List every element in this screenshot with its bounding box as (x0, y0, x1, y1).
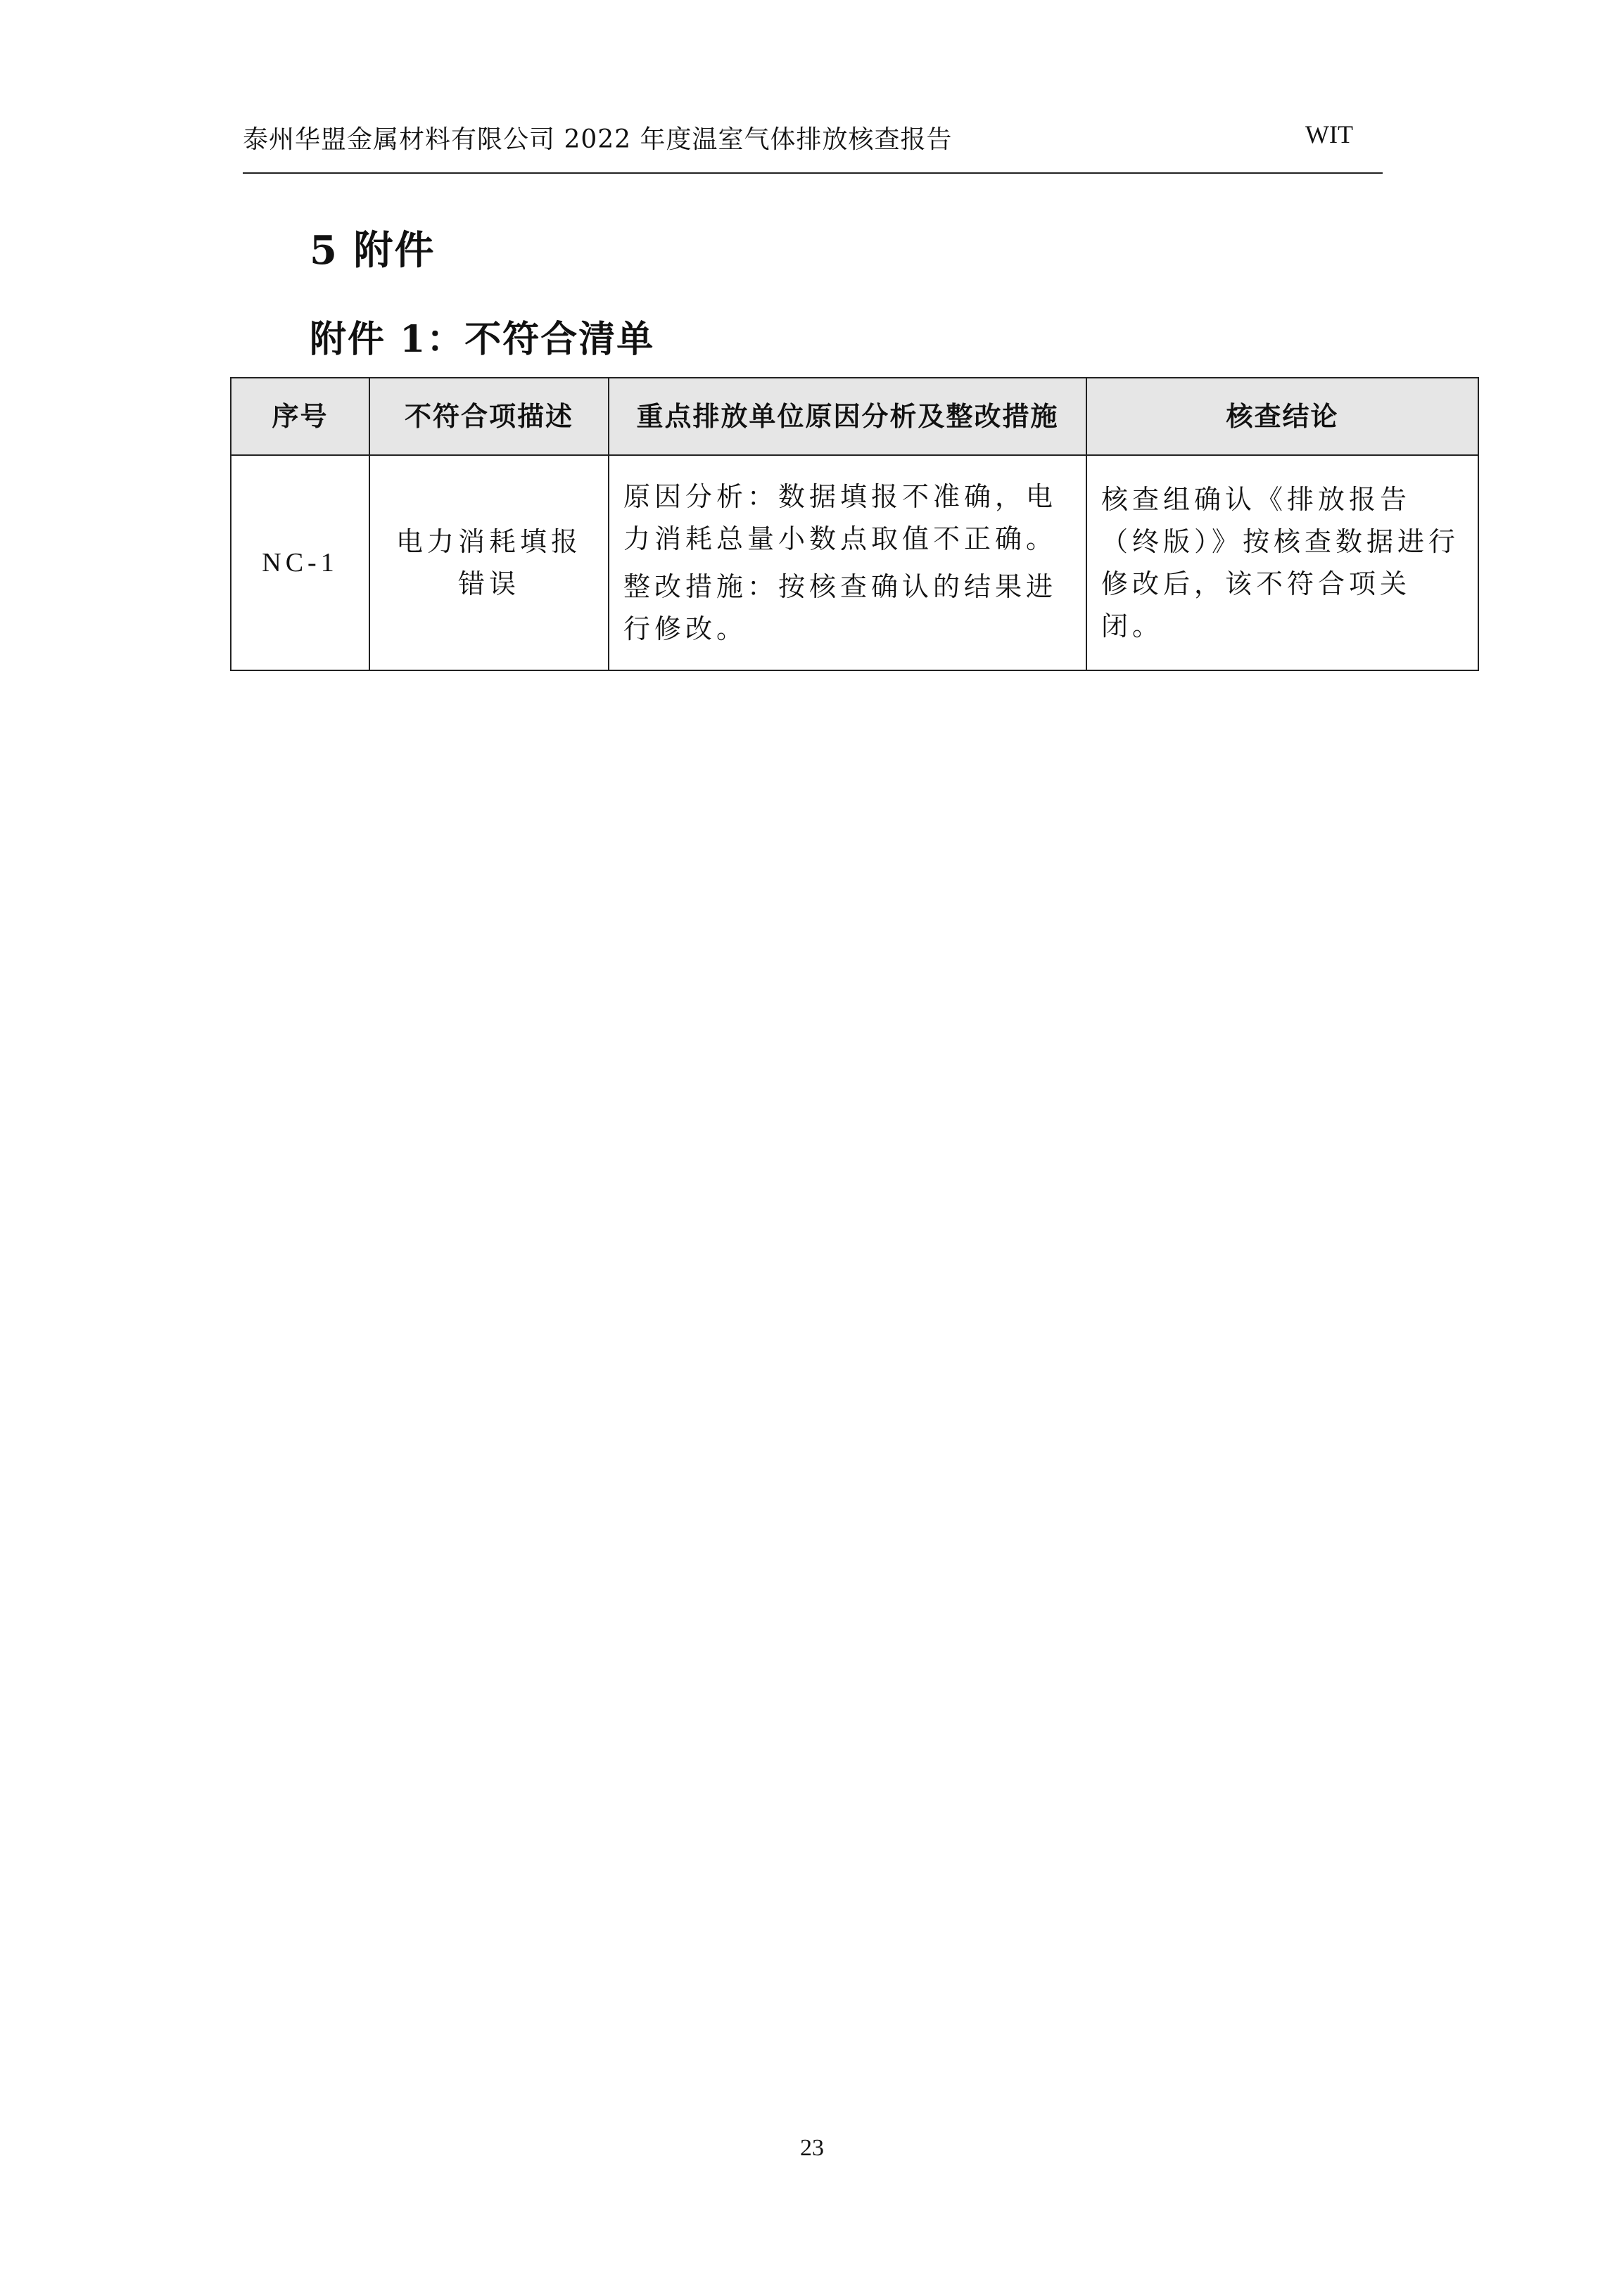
nonconformity-table (230, 377, 1479, 671)
header-cell-no: 序号 (231, 378, 369, 455)
header-cell-analysis: 重点排放单位原因分析及整改措施 (609, 378, 1086, 455)
page-number: 23 (800, 2135, 824, 2161)
cell-description: 电力消耗填报错误 (369, 455, 609, 670)
section-title: 5 附件 (310, 227, 436, 274)
header-title: 泰州华盟金属材料有限公司 2022 年度温室气体排放核查报告 (243, 125, 953, 154)
cause-analysis-text: 原因分析：数据填报不准确，电力消耗总量小数点取值不正确。 (623, 481, 1058, 554)
cell-no: NC-1 (231, 455, 369, 670)
header-cell-description: 不符合项描述 (369, 378, 609, 455)
cell-analysis (609, 455, 1086, 670)
annex-title: 附件 1：不符合清单 (310, 318, 655, 361)
corrective-measures-text: 整改措施：按核查确认的结果进行修改。 (623, 571, 1058, 644)
table-header-row (231, 378, 1478, 455)
header-cell-conclusion: 核查结论 (1086, 378, 1478, 455)
header-divider (243, 172, 1383, 174)
cell-conclusion: 核查组确认《排放报告（终版）》按核查数据进行修改后，该不符合项关闭。 (1086, 455, 1478, 670)
table-row (231, 455, 1478, 670)
header-mark: WIT (1305, 120, 1353, 148)
